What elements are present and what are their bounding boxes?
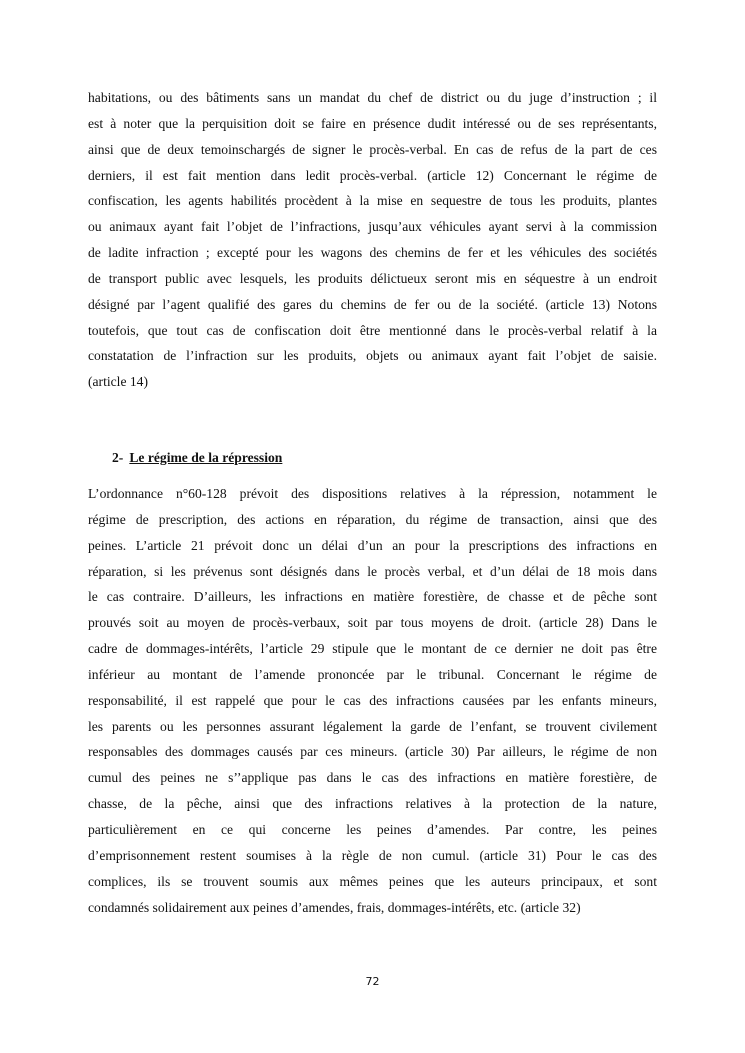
page-number: 72 (365, 975, 380, 988)
text-line: constatation de l’infraction sur les produits, objets ou animaux ayant fait l’objet de saisie. (88, 348, 657, 364)
text-line: chasse, de la pêche, ainsi que des infractions relatives à la protection de la nature, (88, 796, 657, 812)
text-line: responsabilité, il est rappelé que pour le cas des infractions causées par les enfants mineurs, (88, 692, 657, 708)
text-line: condamnés solidairement aux peines d’amendes, frais, dommages-intérêts, etc. (article 32) (88, 899, 581, 915)
text-line: ou animaux ayant fait l’objet de l’infractions, jusqu’aux véhicules ayant servi à la commission (88, 219, 657, 235)
paragraph-repression (88, 481, 657, 920)
text-line: responsables des dommages causés par ces mineurs. (article 30) Par ailleurs, le régime de non (88, 744, 657, 760)
paragraph-confiscation (88, 85, 657, 395)
text-line: les parents ou les personnes assurant légalement la garde de l’enfant, se trouvent civilement (88, 718, 657, 734)
text-line: inférieur au montant de l’amende prononcée par le tribunal. Concernant le régime de (88, 666, 657, 682)
text-line: cumul des peines ne s’’applique pas dans le cas des infractions en matière forestière, de (88, 770, 657, 786)
text-line: désigné par l’agent qualifié des gares du chemins de fer ou de la société. (article 13) Notons (88, 296, 657, 312)
text-line: habitations, ou des bâtiments sans un mandat du chef de district ou du juge d’instruction ; il (88, 90, 657, 105)
section-title: Le régime de la répression (129, 450, 283, 465)
text-line: de ladite infraction ; excepté pour les wagons des chemins de fer et les véhicules des sociétés (88, 245, 657, 261)
text-line: réparation, si les prévenus sont désignés dans le procès verbal, et d’un délai de 18 mois dans (88, 563, 657, 579)
text-line: (article 14) (88, 374, 149, 390)
text-line: ainsi que de deux temoinschargés de signer le procès-verbal. En cas de refus de la part de ces (88, 141, 657, 157)
text-line: particulièrement en ce qui concerne les peines d’amendes. Par contre, les peines (88, 821, 657, 837)
text-line: L’ordonnance n°60-128 prévoit des dispositions relatives à la répression, notamment le (88, 486, 657, 501)
text-line: cadre de dommages-intérêts, l’article 29 stipule que le montant de ce dernier ne doit pas être (88, 641, 657, 657)
text-line: peines. L’article 21 prévoit donc un délai d’un an pour la prescriptions des infractions en (88, 537, 657, 553)
text-line: le cas contraire. D’ailleurs, les infractions en matière forestière, de chasse et de pêche sont (88, 589, 657, 605)
text-line: régime de prescription, des actions en réparation, du régime de transaction, ainsi que des (88, 511, 657, 527)
text-line: prouvés soit au moyen de procès-verbaux, soit par tous moyens de droit. (article 28) Dans le (88, 615, 657, 631)
text-line: est à noter que la perquisition doit se faire en présence dudit intéressé ou de ses représentants, (88, 115, 657, 131)
text-line: derniers, il est fait mention dans ledit procès-verbal. (article 12) Concernant le régime de (88, 167, 657, 183)
text-line: d’emprisonnement restent soumises à la règle de non cumul. (article 31) Pour le cas des (88, 847, 657, 863)
text-line: toutefois, que tout cas de confiscation doit être mentionné dans le procès-verbal relatif à la (88, 322, 657, 338)
text-line: confiscation, les agents habilités procèdent à la mise en sequestre de tous les produits, plantes (88, 193, 657, 209)
text-line: complices, ils se trouvent soumis aux mêmes peines que les auteurs principaux, et sont (88, 873, 657, 889)
section-heading (112, 450, 282, 466)
text-line: de transport public avec lesquels, les produits délictueux seront mis en séquestre à un endroit (88, 270, 657, 286)
section-number: 2- (112, 450, 124, 465)
